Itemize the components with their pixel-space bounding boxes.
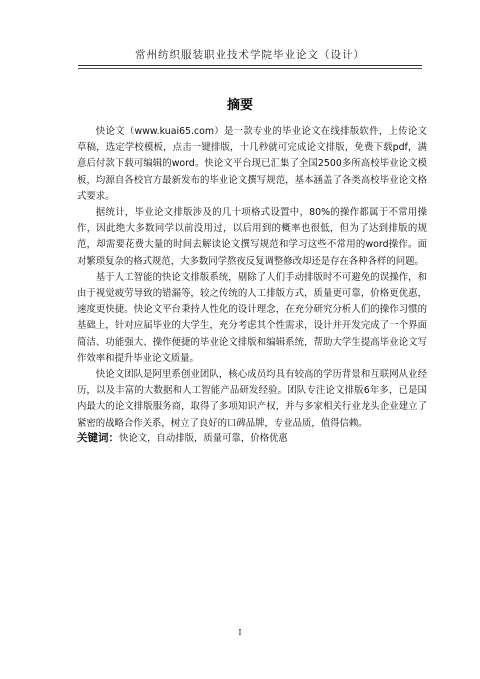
abstract-paragraph-3: 基于人工智能的快论文排版系统，剔除了人们手动排版时不可避免的误操作，和由于视觉疲劳导致的错漏等，较之传统的人工排版方式，质量更可靠，价格更优惠，速度更快捷。快论文平台秉持人性化的设计理念，在充分研究分析人们的操作习惯的基础上，针对应届毕业的大学生，充分考虑其个性需求，设计并开发完成了一个界面简洁、功能强大、操作便捷的毕业论文排版和编辑系统，帮助大学生提高毕业论文写作效率和提升毕业论文质量。 — [77, 271, 427, 364]
header-rule-thin — [78, 68, 422, 69]
keywords-label: 关键词： — [77, 432, 119, 444]
header-rule-thick — [78, 65, 422, 66]
keywords-text: 快论文，自动排版，质量可靠，价格优惠 — [119, 433, 288, 444]
abstract-body — [77, 124, 427, 432]
keywords-line — [77, 430, 427, 445]
running-header: 常州纺织服装职业技术学院毕业论文（设计） — [135, 49, 365, 61]
abstract-title: 摘要 — [226, 98, 253, 113]
abstract-paragraph-4: 快论文团队是阿里系创业团队，核心成员均具有较高的学历背景和互联网从业经历，以及丰富的大数据和人工智能产品研发经验。团队专注论文排版6年多，已是国内最大的论文排版服务商，取得了多项知识产权，并与多家相关行业龙头企业建立了紧密的战略合作关系，树立了良好的口碑品牌，专业品质，值得信赖。 — [77, 369, 427, 429]
abstract-paragraph-1: 快论文（www.kuai65.com）是一款专业的毕业论文在线排版软件，上传论文草稿，选定学校模板，点击一键排版，十几秒就可完成论文排版，免费下载pdf，满意后付款下载可编辑的word。快论文平台现已汇集了全国2500多所高校毕业论文模板，均源自各校官方最新发布的毕业论文撰写规范，基本涵盖了各类高校毕业论文格式要求。 — [77, 126, 427, 202]
abstract-paragraph-2: 据统计，毕业论文排版涉及的几十项格式设置中，80%的操作都属于不常用操作，因此绝大多数同学以前没用过，以后用到的概率也很低，但为了达到排版的规范，却需要花费大量的时间去解读论文撰写规范和学习这些不常用的word操作。面对繁琐复杂的格式规范，大多数同学熬夜反复调整修改却还是存在各种各样的问题。 — [77, 207, 427, 267]
page-number: I — [238, 628, 242, 637]
